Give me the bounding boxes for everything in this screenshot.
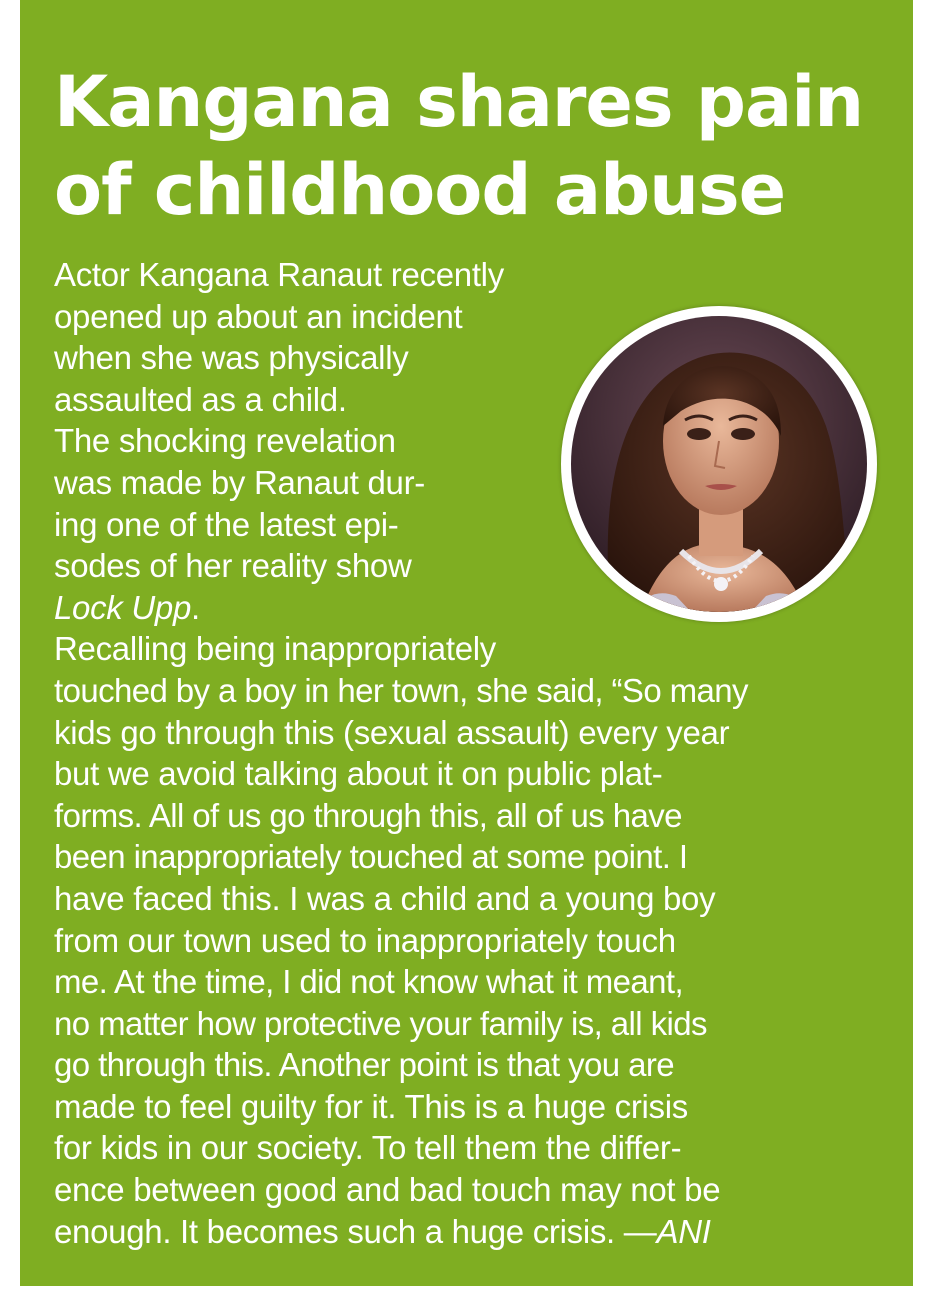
body-line: no matter how protective your family is, all kids: [54, 1004, 707, 1042]
body-line: but we avoid talking about it on public plat-: [54, 755, 663, 793]
portrait-illustration: [571, 316, 867, 612]
headline-line-1: Kangana shares pain: [54, 61, 864, 143]
show-title-period: .: [191, 588, 200, 626]
body-line: ing one of the latest epi-: [54, 505, 399, 543]
body-line: kids go through this (sexual assault) every year: [54, 713, 730, 751]
portrait-frame: [561, 306, 877, 622]
headline-line-2: of childhood abuse: [54, 149, 786, 231]
body-line: was made by Ranaut dur-: [54, 463, 425, 501]
body-line: Actor Kangana Ranaut recently: [54, 256, 504, 293]
portrait-photo: [571, 316, 867, 612]
body-line: me. At the time, I did not know what it meant,: [54, 963, 684, 1001]
body-line: Recalling being inappropriately: [54, 630, 496, 668]
body-line: touched by a boy in her town, she said, “So many: [54, 671, 748, 709]
body-line: when she was physically: [54, 339, 409, 377]
body-line: go through this. Another point is that you are: [54, 1046, 674, 1084]
body-line: opened up about an incident: [54, 297, 463, 335]
body-line: forms. All of us go through this, all of us have: [54, 796, 682, 834]
article-panel: [20, 0, 913, 1286]
headline: [54, 58, 904, 234]
body-line: assaulted as a child.: [54, 380, 347, 418]
body-line: made to feel guilty for it. This is a huge crisis: [54, 1087, 688, 1125]
body-line: The shocking revelation: [54, 422, 396, 460]
agency-credit: ANI: [656, 1212, 711, 1250]
body-line: have faced this. I was a child and a young boy: [54, 879, 716, 917]
body-line: been inappropriately touched at some point. I: [54, 838, 688, 876]
body-line-credit: [54, 1211, 904, 1253]
body-line: ence between good and bad touch may not be: [54, 1171, 721, 1209]
body-line: sodes of her reality show: [54, 547, 412, 585]
body-line: from our town used to inappropriately touch: [54, 921, 676, 959]
show-title: Lock Upp: [54, 588, 192, 626]
closing-text: enough. It becomes such a huge crisis. —: [54, 1212, 657, 1250]
body-line: for kids in our society. To tell them the differ-: [54, 1129, 682, 1167]
